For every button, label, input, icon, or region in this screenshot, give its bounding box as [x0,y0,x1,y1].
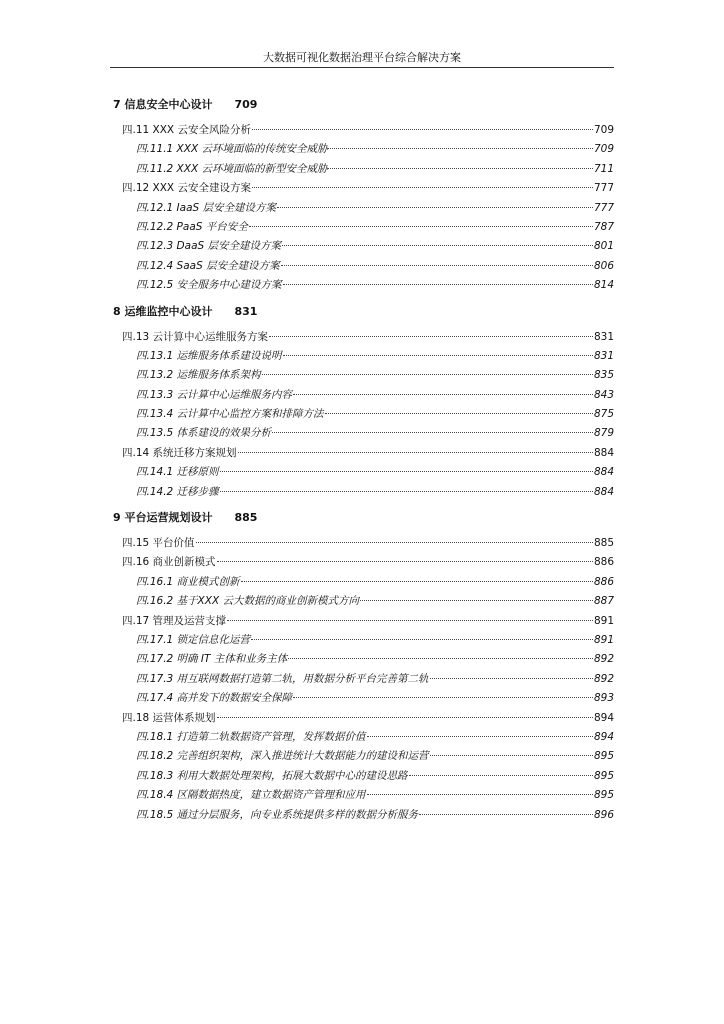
entry-title: 四.14.1 迁移原则 [136,466,219,479]
entry-page-number: 831 [593,349,614,362]
entry-title: 四.14 系统迁移方案规划 [122,446,237,459]
entry-title: 四.18.3 利用大数据处理架构，拓展大数据中心的建设思路 [136,769,408,782]
toc-section-entry[interactable] [113,534,614,553]
chapter-page-number: 885 [234,511,258,525]
toc-subsection-entry[interactable] [113,689,614,708]
dot-leader [217,560,593,562]
header-divider [110,67,614,68]
dot-leader [430,754,593,756]
entry-page-number: 891 [593,614,614,627]
entry-title: 四.15 平台价值 [122,537,195,550]
toc-subsection-entry[interactable] [113,366,614,385]
entry-page-number: 787 [593,220,614,233]
toc-subsection-entry[interactable] [113,140,614,159]
entry-title: 四.17.2 明确 IT 主体和业务主体 [136,653,288,666]
toc-chapter-heading[interactable] [113,508,614,528]
entry-title: 四.17 管理及运营支撑 [122,614,227,627]
entry-page-number: 711 [593,162,614,175]
toc-subsection-entry[interactable] [113,631,614,650]
entry-page-number: 777 [593,201,614,214]
entry-page-number: 894 [593,730,614,743]
entry-page-number: 709 [593,143,614,156]
entry-page-number: 892 [593,653,614,666]
dot-leader [367,735,593,737]
entry-page-number: 894 [593,711,614,724]
dot-leader [282,244,593,246]
entry-page-number: 896 [593,808,614,821]
dot-leader [328,167,592,169]
toc-subsection-entry[interactable] [113,728,614,747]
entry-page-number: 886 [593,556,614,569]
entry-title: 四.12.3 DaaS 层安全建设方案 [136,240,282,253]
entry-page-number: 709 [593,124,614,136]
entry-title: 四.13.3 云计算中心运维服务内容 [136,388,293,401]
toc-section-entry[interactable] [113,121,614,140]
dot-leader [227,619,593,621]
entry-title: 四.18.2 完善组织架构，深入推进统计大数据能力的建设和运营 [136,750,429,763]
toc-subsection-entry[interactable] [113,405,614,424]
entry-title: 四.18.1 打造第二轨数据资产管理，发挥数据价值 [136,730,366,743]
entry-title: 四.11 XXX 云安全风险分析 [122,124,251,136]
entry-title: 四.16.2 基于XXX 云大数据的商业创新模式方向 [136,595,359,608]
dot-leader [360,599,593,601]
dot-leader [328,147,592,149]
toc-subsection-entry[interactable] [113,237,614,256]
dot-leader [277,206,593,208]
toc-subsection-entry[interactable] [113,806,614,825]
chapter-page-number: 709 [234,98,258,111]
table-of-contents [113,95,614,825]
entry-page-number: 835 [593,369,614,382]
toc-subsection-entry[interactable] [113,276,614,295]
entry-title: 四.17.1 锁定信息化运营 [136,633,251,646]
entry-page-number: 843 [593,388,614,401]
entry-title: 四.13.5 体系建设的效果分析 [136,427,272,440]
toc-section-entry[interactable] [113,709,614,728]
toc-section-entry[interactable] [113,444,614,463]
toc-subsection-entry[interactable] [113,160,614,179]
entry-title: 四.12.5 安全服务中心建设方案 [136,279,282,292]
dot-leader [196,541,593,543]
entry-page-number: 895 [593,789,614,802]
dot-leader [220,490,593,492]
entry-title: 四.17.3 用互联网数据打造第二轨，用数据分析平台完善第二轨 [136,672,429,685]
entry-title: 四.14.2 迁移步骤 [136,485,219,498]
entry-page-number: 884 [593,485,614,498]
entry-page-number: 806 [593,259,614,272]
toc-subsection-entry[interactable] [113,218,614,237]
entry-page-number: 886 [593,575,614,588]
entry-title: 四.16 商业创新模式 [122,556,216,569]
entry-title: 四.12.2 PaaS 平台安全 [136,220,248,233]
dot-leader [269,335,593,337]
entry-title: 四.12.1 IaaS 层安全建设方案 [136,201,277,214]
entry-title: 四.18.5 通过分层服务，向专业系统提供多样的数据分析服务 [136,808,419,821]
entry-title: 四.13 云计算中心运维服务方案 [122,330,269,343]
toc-subsection-entry[interactable] [113,573,614,592]
dot-leader [293,696,593,698]
toc-subsection-entry[interactable] [113,767,614,786]
entry-page-number: 891 [593,633,614,646]
dot-leader [430,677,593,679]
dot-leader [251,638,593,640]
dot-leader [409,774,593,776]
entry-page-number: 814 [593,279,614,292]
dot-leader [238,451,593,453]
dot-leader [325,412,593,414]
toc-subsection-entry[interactable] [113,199,614,218]
dot-leader [272,431,593,433]
entry-page-number: 879 [593,427,614,440]
chapter-page-number: 831 [234,304,258,318]
entry-title: 四.12 XXX 云安全建设方案 [122,182,251,195]
toc-subsection-entry[interactable] [113,386,614,405]
entry-page-number: 892 [593,672,614,685]
dot-leader [293,393,593,395]
entry-page-number: 801 [593,240,614,253]
toc-subsection-entry[interactable] [113,424,614,443]
dot-leader [367,793,593,795]
dot-leader [241,580,593,582]
dot-leader [217,716,593,718]
dot-leader [220,470,593,472]
dot-leader [249,225,593,227]
entry-title: 四.18 运营体系规划 [122,711,216,724]
entry-title: 四.13.1 运维服务体系建设说明 [136,349,282,362]
chapter-title: 9 平台运营规划设计 [113,511,213,525]
toc-chapter-heading[interactable] [113,302,614,322]
entry-page-number: 895 [593,769,614,782]
entry-page-number: 884 [593,446,614,459]
dot-leader [283,354,593,356]
toc-subsection-entry[interactable] [113,483,614,502]
entry-page-number: 895 [593,750,614,763]
toc-section-entry[interactable] [113,328,614,347]
entry-title: 四.16.1 商业模式创新 [136,575,240,588]
entry-page-number: 885 [593,537,614,550]
dot-leader [288,657,593,659]
entry-page-number: 884 [593,466,614,479]
dot-leader [262,373,593,375]
toc-subsection-entry[interactable] [113,592,614,611]
toc-chapter-heading[interactable] [113,95,614,115]
entry-title: 四.12.4 SaaS 层安全建设方案 [136,259,280,272]
entry-title: 四.13.2 运维服务体系架构 [136,369,261,382]
dot-leader [419,813,593,815]
entry-page-number: 875 [593,408,614,421]
toc-subsection-entry[interactable] [113,670,614,689]
entry-title: 四.13.4 云计算中心监控方案和排障方法 [136,408,324,421]
entry-title: 四.11.2 XXX 云环境面临的新型安全威胁 [136,162,328,175]
toc-section-entry[interactable] [113,553,614,572]
dot-leader [283,283,593,285]
entry-title: 四.11.1 XXX 云环境面临的传统安全威胁 [136,143,328,156]
toc-section-entry[interactable] [113,612,614,631]
toc-subsection-entry[interactable] [113,650,614,669]
dot-leader [252,128,593,130]
toc-subsection-entry[interactable] [113,257,614,276]
entry-page-number: 893 [593,692,614,705]
entry-page-number: 887 [593,595,614,608]
toc-subsection-entry[interactable] [113,786,614,805]
dot-leader [281,264,593,266]
chapter-title: 8 运维监控中心设计 [113,304,213,318]
toc-subsection-entry[interactable] [113,347,614,366]
chapter-title: 7 信息安全中心设计 [113,98,213,111]
toc-section-entry[interactable] [113,179,614,198]
toc-subsection-entry[interactable] [113,747,614,766]
page-header-title: 大数据可视化数据治理平台综合解决方案 [263,51,461,64]
toc-subsection-entry[interactable] [113,463,614,482]
entry-title: 四.17.4 高并发下的数据安全保障 [136,692,293,705]
entry-page-number: 777 [593,182,614,195]
entry-page-number: 831 [593,330,614,343]
dot-leader [252,186,593,188]
entry-title: 四.18.4 区隔数据热度，建立数据资产管理和应用 [136,789,366,802]
